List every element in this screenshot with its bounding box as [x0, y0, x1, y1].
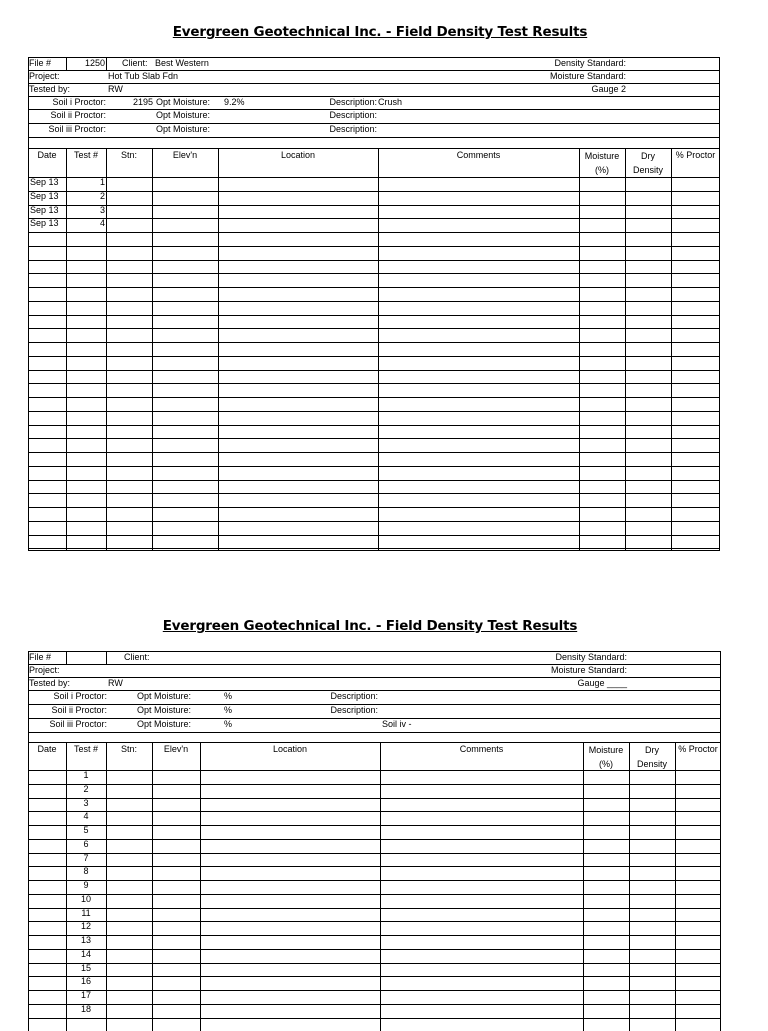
form2-soil-iii-opt: Opt Moisture: — [137, 719, 192, 729]
table-row — [28, 908, 721, 922]
form2-project-label: Project: — [29, 665, 60, 675]
table-row — [28, 784, 721, 798]
row-date: Sep 13 — [30, 190, 59, 201]
form2-col-location: Location — [272, 744, 308, 754]
table-row — [28, 853, 721, 867]
form1-soil-iii-opt: Opt Moisture: — [156, 124, 211, 134]
form2-col-stn: Stn: — [120, 744, 137, 754]
form2-soil-i-desc: Description: — [330, 691, 378, 701]
form1-soil-i-label: Soil i Proctor: — [52, 97, 106, 107]
form1-soil-i-opt: Opt Moisture: — [156, 97, 211, 107]
form1-col-test: Test # — [73, 150, 98, 160]
form2-soil-ii-label: Soil ii Proctor: — [51, 705, 107, 715]
table-row — [28, 770, 721, 784]
row-test-number: 18 — [80, 1003, 91, 1014]
form1-soil-iii-label: Soil iii Proctor: — [48, 124, 106, 134]
form1-gauge: Gauge 2 — [591, 84, 626, 94]
form1-project-label: Project: — [29, 71, 60, 81]
form1-soil-ii-desc: Description: — [329, 110, 377, 120]
table-row — [28, 990, 721, 1004]
table-row — [28, 177, 720, 191]
form1-tested-label: Tested by: — [29, 84, 71, 94]
form1-client-value: Best Western — [155, 58, 209, 68]
form1-soil-ii-opt: Opt Moisture: — [156, 110, 211, 120]
form1-moisture-standard: Moisture Standard: — [549, 71, 626, 81]
form1-col-proctor: % Proctor — [675, 150, 716, 160]
row-test-number: 14 — [80, 948, 91, 959]
row-test-number: 12 — [80, 921, 91, 932]
row-test-number: 15 — [80, 962, 91, 973]
form2-col-proctor: % Proctor — [678, 744, 718, 754]
table-row — [28, 798, 721, 812]
form1-file-label: File # — [29, 58, 52, 68]
row-test-number: 11 — [81, 907, 91, 918]
form1-density-standard: Density Standard: — [554, 58, 626, 68]
form2-col-moisture: Moisture (%) — [588, 745, 624, 769]
form1-soil-i-value: 2195 — [132, 97, 153, 107]
form2-file-label: File # — [29, 652, 52, 662]
form1-col-location: Location — [280, 150, 316, 160]
row-date: Sep 13 — [30, 218, 59, 229]
form1-col-moisture: Moisture (%) — [584, 151, 620, 175]
row-test-number: 2 — [83, 783, 89, 794]
form1-sheet — [28, 57, 720, 551]
row-test-number: 16 — [80, 976, 91, 987]
row-test-number: 9 — [83, 880, 89, 890]
form2-soil-i-opt-value: % — [224, 691, 233, 701]
row-test-number: 2 — [99, 190, 105, 201]
form2-soil-iii-label: Soil iii Proctor: — [49, 719, 107, 729]
form2-col-elev: Elev'n — [163, 744, 189, 754]
table-row — [28, 880, 721, 894]
row-test-number: 10 — [80, 893, 91, 904]
row-date: Sep 13 — [30, 177, 59, 187]
form2-moisture-standard: Moisture Standard: — [550, 665, 627, 675]
form1-col-dry-density: Dry Density — [632, 151, 663, 175]
form2-title: Evergreen Geotechnical Inc. - Field Density Test Results — [162, 618, 578, 634]
form2-col-date: Date — [37, 744, 57, 754]
form1-soil-ii-label: Soil ii Proctor: — [50, 110, 106, 120]
form2-col-comments: Comments — [459, 744, 504, 754]
row-test-number: 4 — [83, 811, 89, 822]
form1-soil-i-opt-value: 9.2% — [224, 97, 245, 107]
form2-tested-value: RW — [108, 678, 123, 688]
form2-soil-i-opt: Opt Moisture: — [137, 691, 192, 701]
form2-gauge: Gauge ____ — [577, 678, 627, 688]
table-row — [28, 921, 721, 935]
form1-client-label: Client: — [122, 58, 148, 68]
form1-col-date: Date — [37, 150, 57, 160]
table-row — [28, 866, 721, 880]
table-row — [28, 839, 721, 853]
table-row — [28, 963, 721, 977]
form2-col-dry-density: Dry Density — [636, 745, 667, 769]
table-row — [28, 811, 721, 825]
form1-col-elev: Elev'n — [172, 150, 198, 160]
table-row — [28, 1004, 721, 1018]
form2-soil-iii-opt-value: % — [224, 719, 233, 729]
row-test-number: 8 — [83, 866, 89, 877]
row-test-number: 13 — [80, 935, 91, 945]
form2-client-label: Client: — [124, 652, 150, 662]
form1-col-comments: Comments — [456, 150, 501, 160]
row-test-number: 4 — [99, 218, 105, 229]
table-row — [28, 935, 721, 949]
form1-soil-i-desc-value: Crush — [378, 97, 403, 107]
form2-soil-iv: Soil iv - — [382, 719, 412, 729]
form2-sheet — [28, 651, 721, 1031]
row-date: Sep 13 — [30, 204, 59, 215]
form1-soil-iii-desc: Description: — [329, 124, 377, 134]
table-row — [28, 949, 721, 963]
form2-soil-ii-desc: Description: — [330, 705, 378, 715]
row-test-number: 1 — [99, 177, 105, 187]
form2-col-test: Test # — [73, 744, 98, 754]
form1-soil-i-desc: Description: — [329, 97, 377, 107]
form2-soil-ii-opt: Opt Moisture: — [137, 705, 192, 715]
form1-title: Evergreen Geotechnical Inc. - Field Density Test Results — [172, 24, 588, 40]
table-row — [28, 191, 720, 205]
table-row — [28, 825, 721, 839]
row-test-number: 3 — [99, 204, 105, 215]
form2-tested-label: Tested by: — [29, 678, 71, 688]
row-test-number: 1 — [83, 770, 89, 780]
table-row — [28, 205, 720, 219]
form1-file-value: 1250 — [84, 58, 105, 68]
form2-density-standard: Density Standard: — [555, 652, 627, 662]
table-row — [28, 894, 721, 908]
table-row — [28, 218, 720, 232]
row-test-number: 5 — [83, 825, 89, 835]
form2-soil-ii-opt-value: % — [224, 705, 233, 715]
row-test-number: 17 — [80, 990, 91, 1000]
form1-tested-value: RW — [108, 84, 123, 94]
table-row — [28, 976, 721, 990]
form2-soil-i-label: Soil i Proctor: — [53, 691, 107, 701]
row-test-number: 3 — [83, 797, 89, 808]
row-test-number: 7 — [83, 852, 89, 863]
row-test-number: 6 — [83, 838, 89, 849]
form1-col-stn: Stn: — [120, 150, 137, 160]
form1-project-value: Hot Tub Slab Fdn — [108, 71, 179, 81]
